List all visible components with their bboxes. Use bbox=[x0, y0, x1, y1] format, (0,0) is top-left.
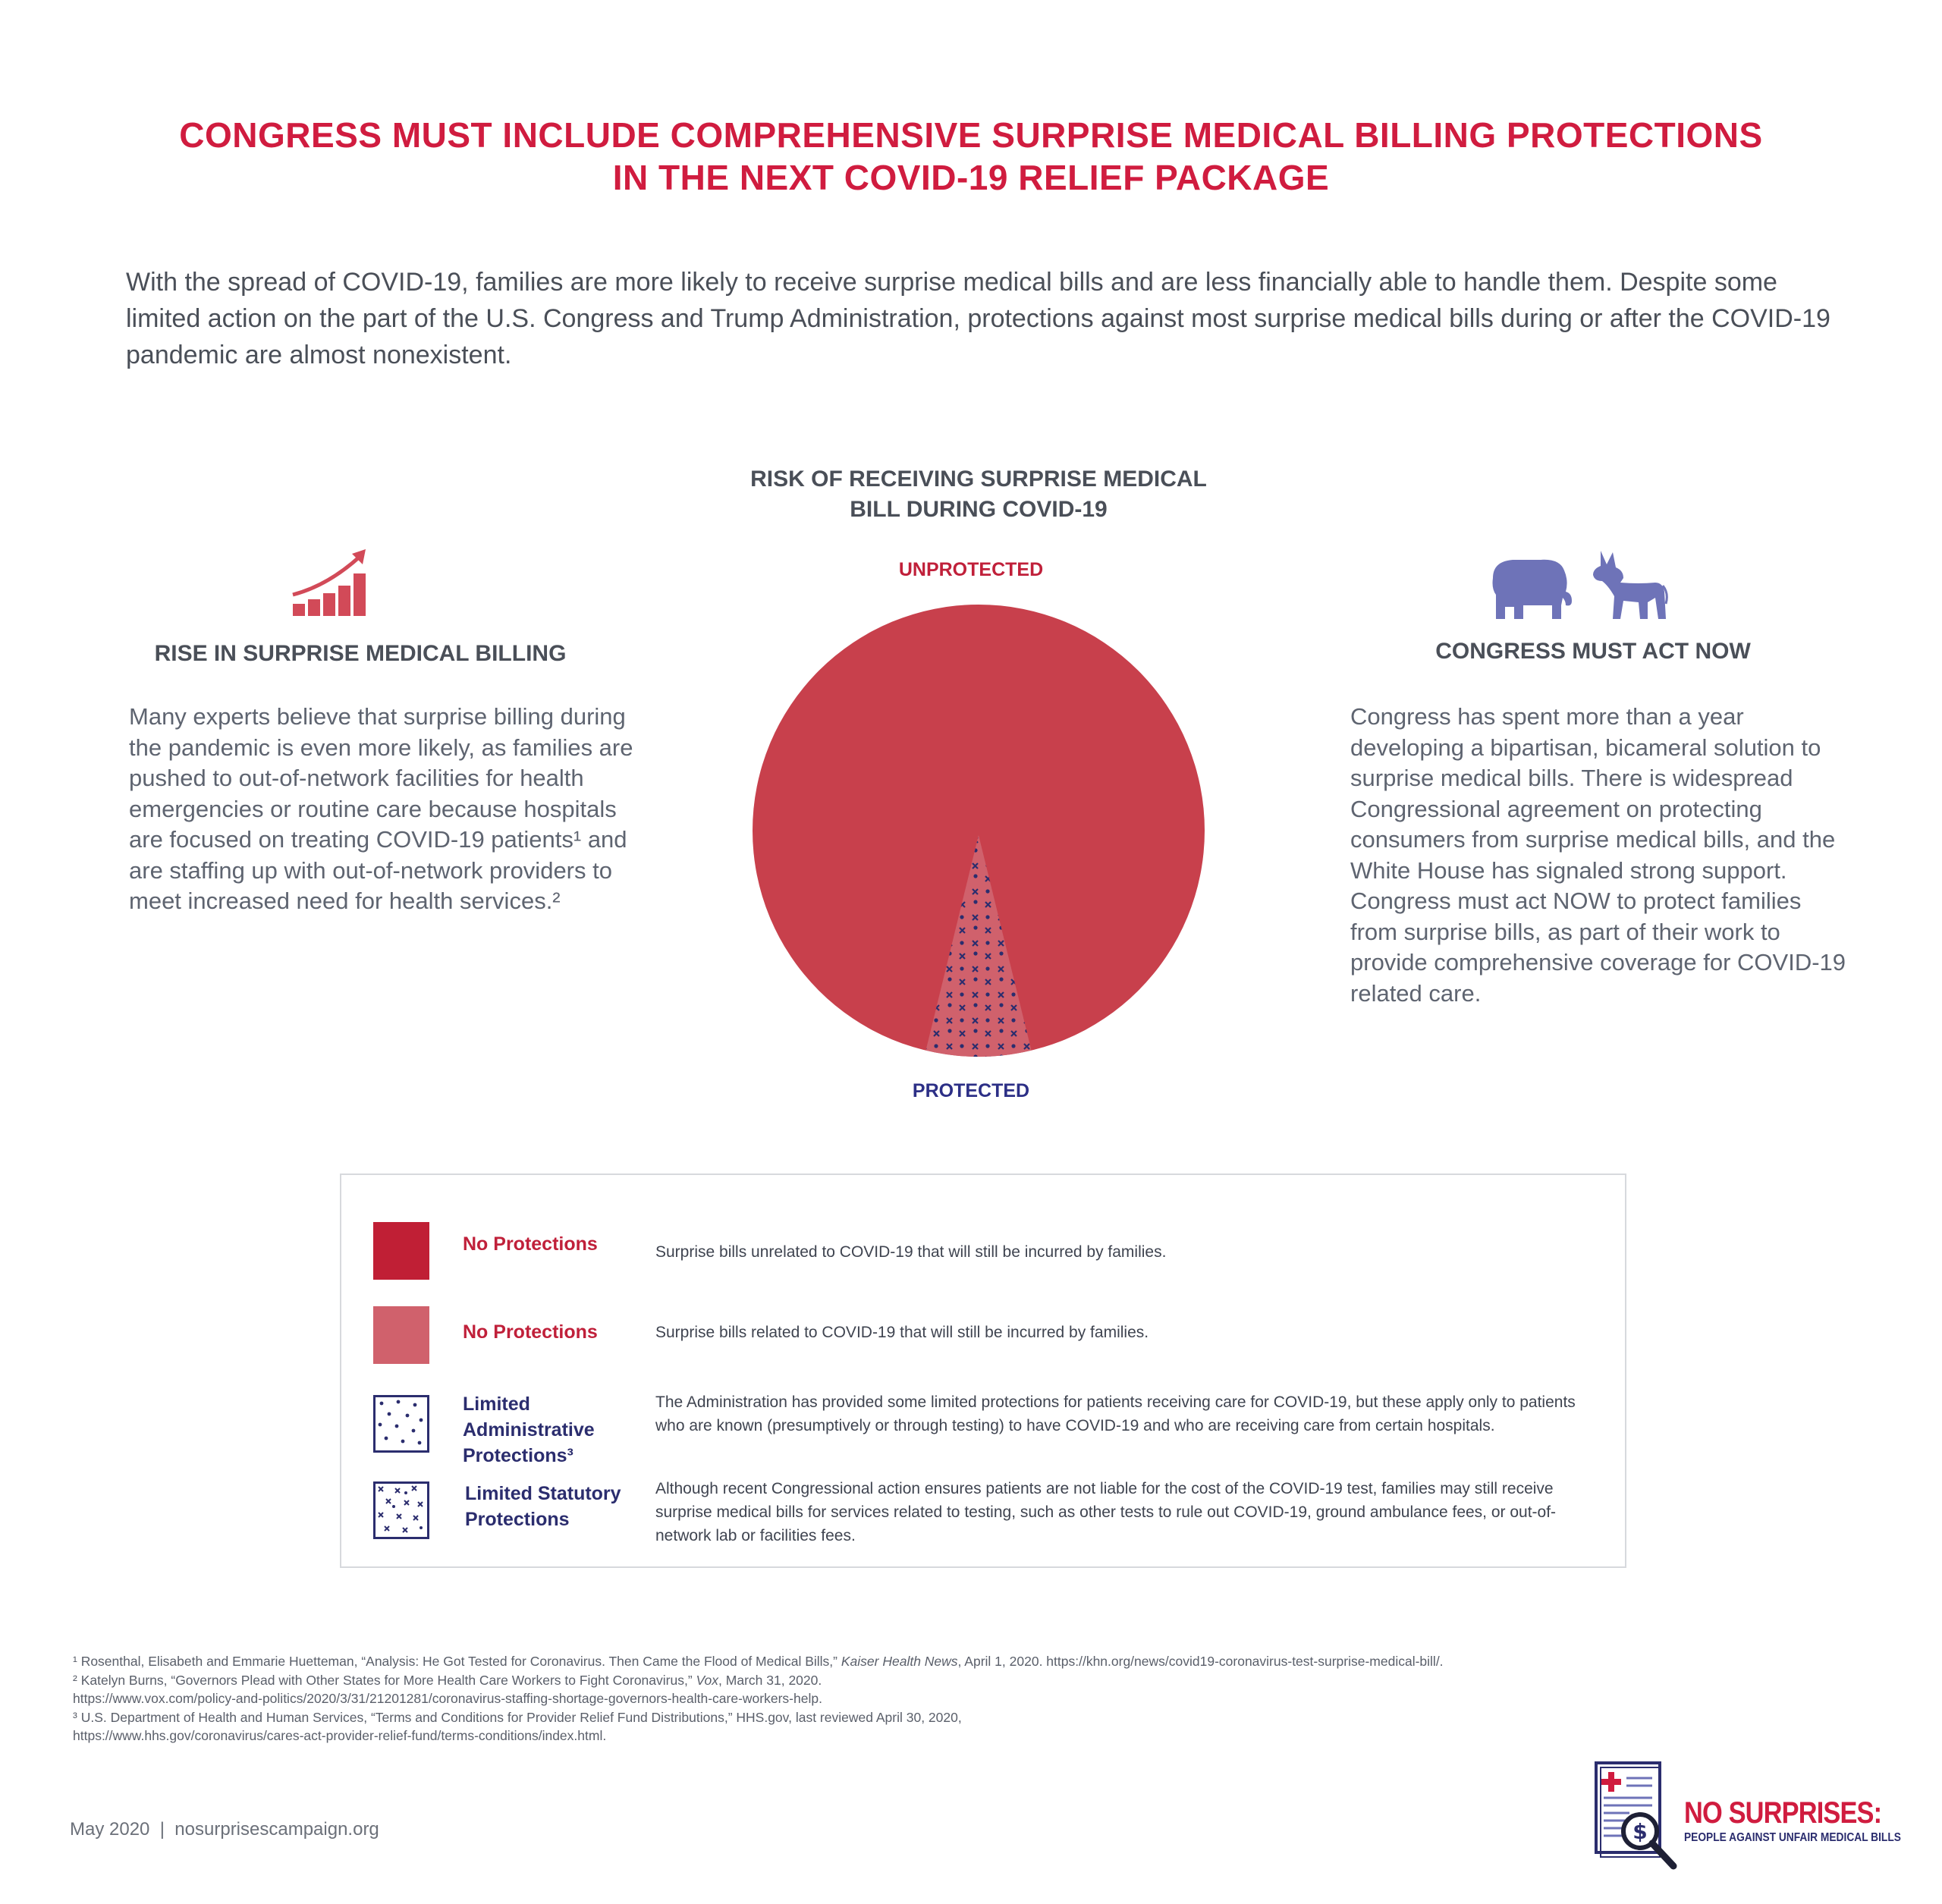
medical-bill-magnifier-icon bbox=[1592, 1758, 1683, 1872]
legend-swatch-no-protections-unrelated bbox=[373, 1222, 429, 1280]
legend-swatch-administrative bbox=[373, 1395, 429, 1453]
title-line-2: IN THE NEXT COVID-19 RELIEF PACKAGE bbox=[612, 158, 1330, 197]
right-panel-body: Congress has spent more than a year developing a bipartisan, bicameral solution to surprise medical bills. There is widespread Congressional agreement on protecting consumers from surprise medical bills, and the White House has signaled strong support. Congress must act NOW to protect families from surprise bills, as part of their work to provide comprehensive coverage for COVID-19 related care. bbox=[1350, 703, 1846, 1007]
legend-desc-3: The Administration has provided some limited protections for patients receiving care for COVID-19, but these apply only to patients who are known (presumptively or through testing) to have COVID-19 and who are receiving care from certain hospitals. bbox=[655, 1393, 1576, 1434]
svg-text:$: $ bbox=[1632, 1819, 1648, 1844]
legend-swatch-no-protections-related bbox=[373, 1306, 429, 1364]
pie-label-unprotected: UNPROTECTED bbox=[898, 559, 1044, 580]
footnote-2: ² Katelyn Burns, “Governors Plead with Other States for More Health Care Workers to Fight Coronavirus,” Vox, March 31, 2020. bbox=[73, 1672, 822, 1688]
title-line-1: CONGRESS MUST INCLUDE COMPREHENSIVE SURPRISE MEDICAL BILLING PROTECTIONS bbox=[179, 115, 1763, 155]
logo-subtitle: PEOPLE AGAINST UNFAIR MEDICAL BILLS bbox=[1684, 1831, 1901, 1844]
pie-label-protected: PROTECTED bbox=[912, 1080, 1030, 1101]
footnotes bbox=[73, 1652, 1666, 1745]
footnote-3-url: https://www.hhs.gov/coronavirus/cares-act-provider-relief-fund/terms-conditions/index.html. bbox=[73, 1728, 607, 1743]
right-panel-heading: CONGRESS MUST ACT NOW bbox=[1435, 639, 1751, 664]
rising-bar-chart-icon bbox=[290, 546, 373, 619]
intro-paragraph: With the spread of COVID-19, families are more likely to receive surprise medical bills and are less financially able to handle them. Despite some limited action on the part of the U.S. Congress and Trump Administration, protections against most surprise medical bills during or after the COVID-19 pandemic are almost nonexistent. bbox=[126, 268, 1830, 369]
legend-box bbox=[340, 1174, 1626, 1568]
legend-desc-2: Surprise bills related to COVID-19 that will still be incurred by families. bbox=[655, 1324, 1149, 1341]
legend-label-1: No Protections bbox=[463, 1233, 598, 1255]
legend-desc-1: Surprise bills unrelated to COVID-19 that will still be incurred by families. bbox=[655, 1243, 1167, 1261]
logo-title: NO SURPRISES: bbox=[1684, 1796, 1882, 1830]
legend-label-2: No Protections bbox=[463, 1321, 598, 1343]
left-panel-heading: RISE IN SURPRISE MEDICAL BILLING bbox=[154, 641, 567, 666]
chart-title: RISK OF RECEIVING SURPRISE MEDICAL BILL DURING COVID-19 bbox=[750, 467, 1207, 522]
footer-text: May 2020 | nosurprisescampaign.org bbox=[70, 1819, 379, 1840]
legend-label-3: Limited Administrative Protections³ bbox=[463, 1393, 595, 1466]
left-panel-body: Many experts believe that surprise billing during the pandemic is even more likely, as families are pushed to out-of-network facilities for health emergencies or routine care because hospitals are focused on treating COVID-19 patients¹ and are staffing up with out-of-network providers to meet increased need for health services.² bbox=[129, 703, 633, 914]
footnote-2-url: https://www.vox.com/policy-and-politics/2020/3/31/21201281/coronavirus-staffing-shortage-governors-health-care-workers-help. bbox=[73, 1691, 822, 1706]
page-title bbox=[0, 114, 1942, 199]
legend-swatch-statutory bbox=[373, 1481, 429, 1539]
footnote-1: ¹ Rosenthal, Elisabeth and Emmarie Huetteman, “Analysis: He Got Tested for Coronavirus. Then Came the Flood of Medical Bills,” Kaiser Health News, April 1, 2020. https://khn.org/news/covid19-coronavirus-test-surprise-medical-bill/. bbox=[73, 1654, 1444, 1669]
legend-desc-4: Although recent Congressional action ensures patients are not liable for the cost of the COVID-19 test, families may still receive surprise medical bills for services related to testing, such as other tests to rule out COVID-19, ground ambulance fees, or out-of-network lab or facilities fees. bbox=[655, 1480, 1557, 1544]
legend-label-4: Limited Statutory Protections bbox=[465, 1483, 621, 1530]
elephant-donkey-icon bbox=[1487, 548, 1669, 624]
pie-chart bbox=[751, 603, 1206, 1058]
footnote-3: ³ U.S. Department of Health and Human Services, “Terms and Conditions for Provider Relief Fund Distributions,” HHS.gov, last reviewed April 30, 2020, bbox=[73, 1709, 962, 1725]
